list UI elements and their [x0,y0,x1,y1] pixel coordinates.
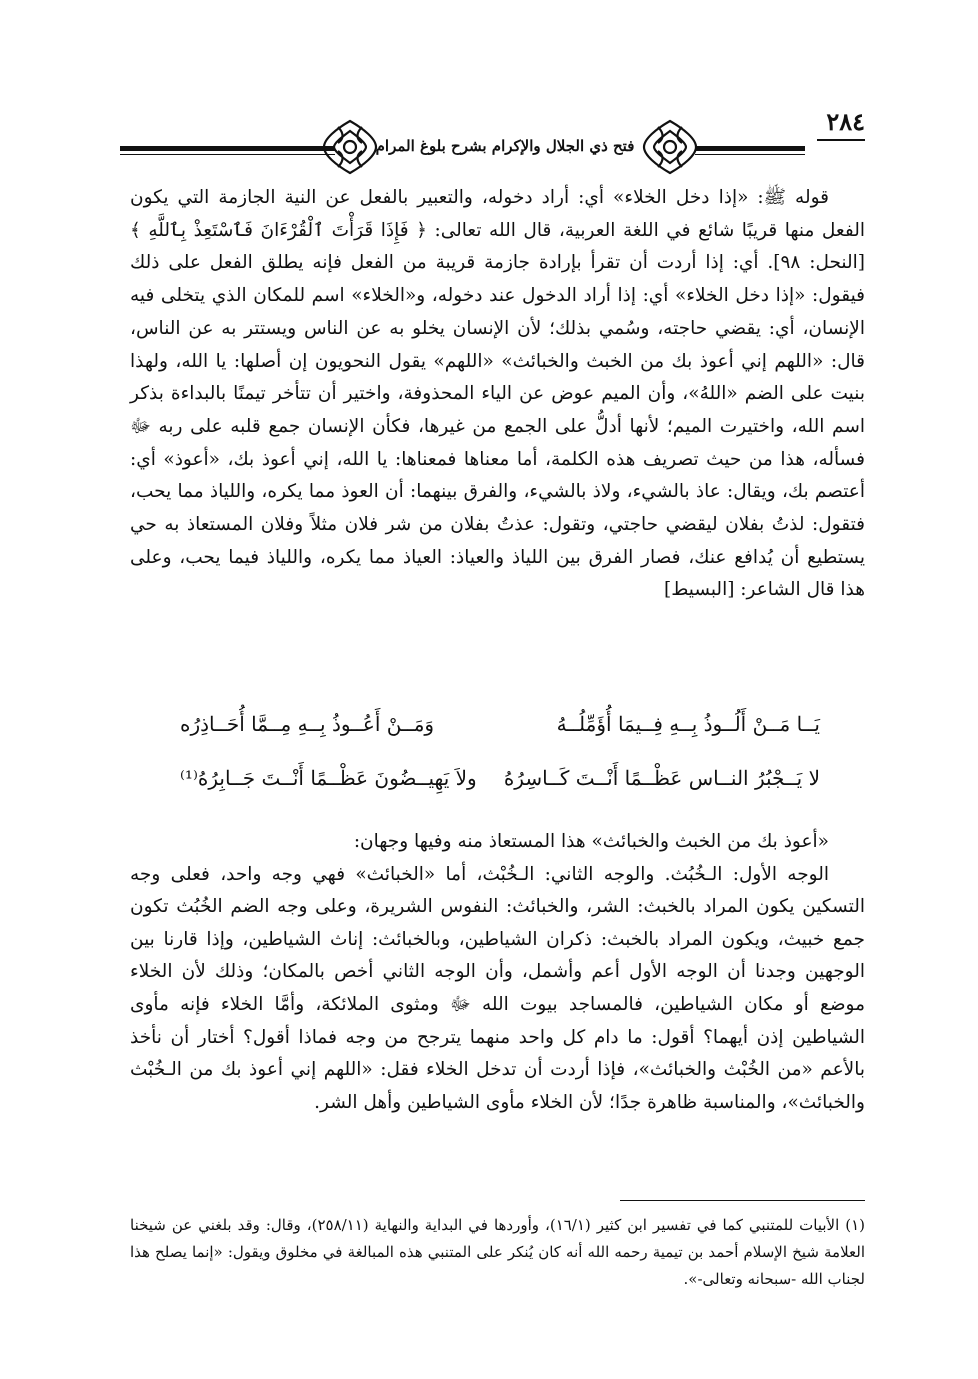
page-number-underline [817,139,865,141]
footnote-1: (١) الأبيات للمتنبي كما في تفسير ابن كثير (١٦/١)، وأوردها في البداية والنهاية (٢٥٨/١١)، وقال: وقد بلغني عن شيخنا العلامة شيخ الإسلام أحمد بن تيمية رحمه الله أنه كان يُنكر على المتنبي هذه المبالغة في مخلوق ويقول: «إنما يصلح هذا لجناب الله -سبحانه وتعالى-». [130,1216,865,1288]
page-header [120,105,865,175]
header-rule-right [695,146,805,151]
header-rule-left [120,146,335,151]
paragraph-1: قوله ﷺ: «إذا دخل الخلاء» أي: أراد دخوله، والتعبير بالفعل عن النية الجازمة التي يكون الفعل منها قريبًا شائع في اللغة العربية، قال الله تعالى: ﴿ فَإِذَا قَرَأْتَ ٱلْقُرْءَانَ فَٱسْتَعِذْ بِٱللَّهِ ﴾ [النحل: ٩٨]. أي: إذا أردت أن تقرأ بإرادة جازمة قريبة من الفعل فإنه يطلق الفعل على ذلك فيقول: «إذا دخل الخلاء» أي: إذا أراد الدخول عند دخوله، و«الخلاء» اسم للمكان الذي يتخلى فيه الإنسان، أي: يقضي حاجته، وسُمي بذلك؛ لأن الإنسان يخلو به عن الناس ويستتر به عن الناس، قال: «اللهم إني أعوذ بك من الخبث والخبائث» «اللهم» يقول النحويون إن أصلها: يا الله، ولهذا بنيت على الضم «اللهُ»، وأن الميم عوض عن الياء المحذوفة، واختير أن تتأخر تيمنًا بالبداءة بذكر اسم الله، واختيرت الميم؛ لأنها أدلُّ على الجمع من غيرها، فكأن الإنسان جمع قلبه على ربه ﷻ فسأله، هذا من حيث تصريف هذه الكلمة، أما معناها فمعناها: يا الله، إني أعوذ بك، «أعوذ» أي: أعتصم بك، ويقال: عاذ بالشيء، ولاذ بالشيء، والفرق بينهما: أن العوذ مما يكره، واللياذ مما يحب، فتقول: لذتُ بفلان ليقضي حاجتي، وتقول: عذتُ بفلان من شر فلان مثلاً وفلان المستعاذ به حي يستطيع أن يُدافع عنك، فصار الفرق بين اللياذ والعياذ: العياذ مما يكره، واللياذ فيما يحب، وعلى هذا قال الشاعر: [البسيط] [130,187,865,601]
paragraph-3: الوجه الأول: الـخُبُث. والوجه الثاني: الـخُبْث، أما «الخبائث» فهي وجه واحد، فعلى وجه التسكين يكون المراد بالخبث: الشر، والخبائث: النفوس الشريرة، وعلى وجه الضم الخُبُث تكون جمع خبيث، ويكون المراد بالخبث: ذكران الشياطين، وبالخبائث: إناث الشياطين، وإذا قارنا بين الوجهين وجدنا أن الوجه الأول أعم وأشمل، وأن الوجه الثاني أخص بالمكان؛ وذلك لأن الخلاء موضع أو مكان الشياطين، فالمساجد بيوت الله ﷻ ومثوى الملائكة، وأمَّا الخلاء فإنه مأوى الشياطين إذن أيهما؟ أقول: ما دام كل واحد منهما يترجح من وجه فماذا أقول؟ أختار أن نأخذ بالأعم «من الخُبْث والخبائث»، فإذا أردت أن تدخل الخلاء فقل: «اللهم إني أعوذ بك من الـخُبْث والخبائث»، والمناسبة ظاهرة جدًا؛ لأن الخلاء مأوى الشياطين وأهل الشر. [130,863,865,1113]
header-rule-right-thin [695,154,805,155]
verse-1-first-hemistich: يَــا مَــنْ أَلُــوذُ بِــهِ فِــيمَا أُؤَمِّلُــهُ [556,712,820,736]
verse-line-1 [150,712,850,752]
paragraph-2: «أعوذ بك من الخبث والخبائث» هذا المستعاذ منه وفيها وجهان: [353,831,829,852]
verse-2-second-hemistich: ولاَ يَهِيــضُونَ عَظْــمًا أَنْــتَ جَــابِرُهُ⁽¹⁾ [180,766,477,790]
footnote [130,1212,865,1293]
header-rule-left-thin [120,154,335,155]
verse-1-second-hemistich: وَمَــنْ أَعُــوذُ بِــهِ مِــمَّا أُحَــاذِرُه [180,712,435,736]
page-number: ٢٨٤ [826,107,865,136]
footnote-separator [620,1200,865,1201]
running-title: فتح ذي الجلال والإكرام بشرح بلوغ المرام [375,137,635,155]
main-text [130,182,865,607]
verse-2-first-hemistich: لا يَــجْبُرُ النــاس عَظْــمًا أَنْــتَ كَــاسِرُهُ [503,766,820,790]
main-text-continued [130,826,865,1119]
right-ornament-icon [640,117,700,177]
verse-line-2 [150,766,850,806]
